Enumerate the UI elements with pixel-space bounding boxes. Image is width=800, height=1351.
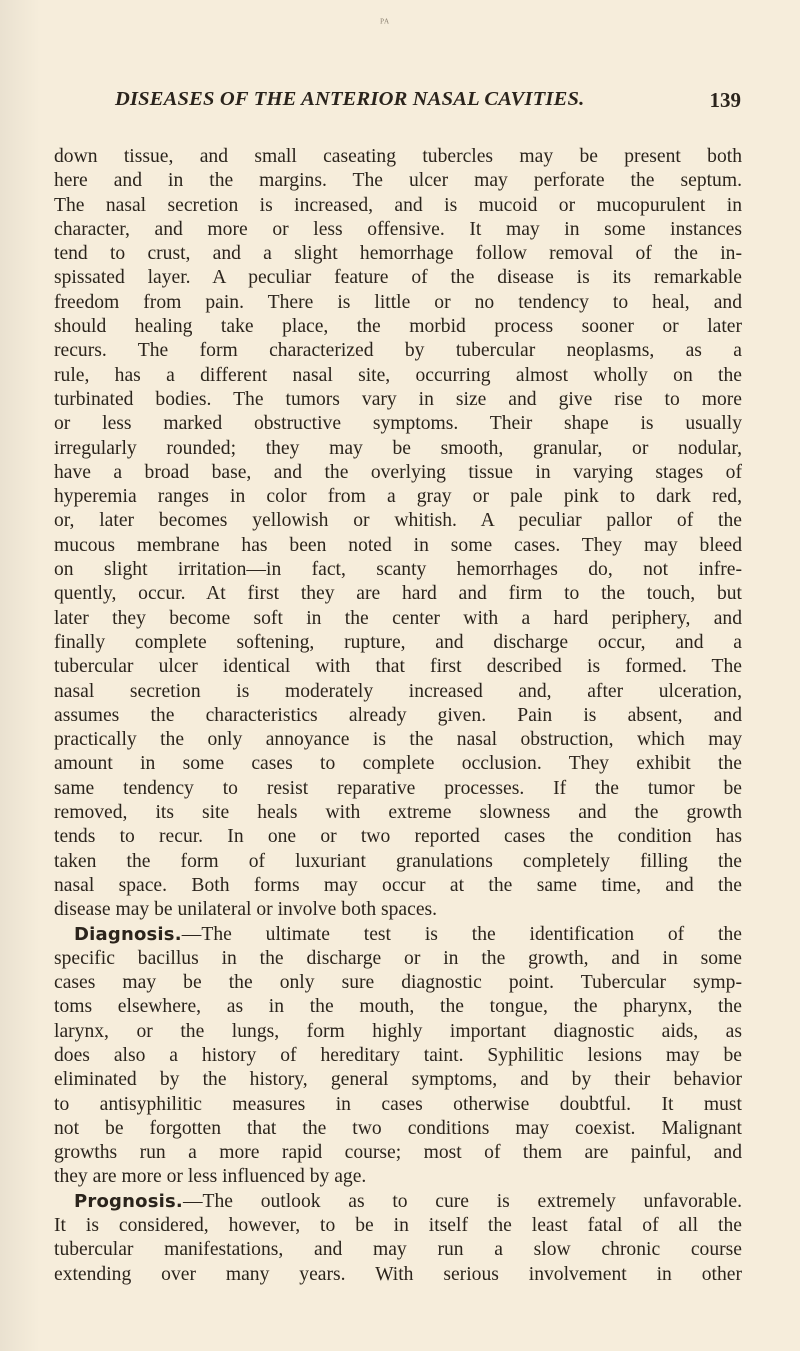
text-line: specific bacillus in the discharge or in the growth, and in some bbox=[54, 947, 742, 969]
text-line: extending over many years. With serious involvement in other bbox=[54, 1263, 742, 1285]
text-line: later they become soft in the center with a hard periphery, and bbox=[54, 607, 742, 629]
text-line: nasal secretion is moderately increased and, after ulceration, bbox=[54, 680, 742, 702]
running-head: DISEASES OF THE ANTERIOR NASAL CAVITIES. bbox=[115, 88, 585, 110]
text-line: tends to recur. In one or two reported cases the condition has bbox=[54, 826, 742, 848]
diagnosis-first-line bbox=[54, 923, 742, 947]
text-line: cases may be the only sure diagnostic point. Tubercular symp- bbox=[54, 972, 742, 994]
text-line: down tissue, and small caseating tubercles may be present both bbox=[54, 146, 742, 167]
text-line: quently, occur. At first they are hard and firm to the touch, but bbox=[54, 583, 742, 605]
text-line: amount in some cases to complete occlusion. They exhibit the bbox=[54, 753, 742, 775]
diagnosis-heading: Diagnosis. bbox=[74, 923, 182, 945]
text-line: tend to crust, and a slight hemorrhage follow removal of the in- bbox=[54, 243, 742, 265]
text-line: does also a history of hereditary taint. Syphilitic lesions may be bbox=[54, 1044, 742, 1066]
prognosis-first-line-text: —The outlook as to cure is extremely unfavorable. bbox=[182, 1190, 742, 1212]
prognosis-heading: Prognosis. bbox=[74, 1190, 183, 1212]
text-line: or, later becomes yellowish or whitish. A peculiar pallor of the bbox=[54, 510, 742, 532]
text-line: removed, its site heals with extreme slowness and the growth bbox=[54, 802, 742, 824]
text-line: or less marked obstructive symptoms. Their shape is usually bbox=[54, 413, 742, 435]
page-number: 139 bbox=[709, 88, 741, 112]
paragraph-prognosis bbox=[54, 1190, 742, 1287]
text-line: practically the only annoyance is the nasal obstruction, which may bbox=[54, 729, 742, 751]
text-line: they are more or less influenced by age. bbox=[54, 1166, 367, 1188]
text-line: same tendency to resist reparative processes. If the tumor be bbox=[54, 777, 742, 799]
text-line: not be forgotten that the two conditions may coexist. Malignant bbox=[54, 1117, 742, 1139]
paragraph-symptoms bbox=[54, 145, 742, 923]
text-line: tubercular manifestations, and may run a slow chronic course bbox=[54, 1239, 742, 1261]
text-line: tubercular ulcer identical with that first described is formed. The bbox=[54, 656, 742, 678]
text-line: disease may be unilateral or involve both spaces. bbox=[54, 899, 438, 921]
paragraph-diagnosis bbox=[54, 923, 742, 1190]
text-line: to antisyphilitic measures in cases otherwise doubtful. It must bbox=[54, 1093, 742, 1115]
text-line: larynx, or the lungs, form highly important diagnostic aids, as bbox=[54, 1020, 742, 1042]
prognosis-first-line bbox=[54, 1190, 742, 1214]
body-text bbox=[54, 145, 742, 1287]
text-line: assumes the characteristics already given. Pain is absent, and bbox=[54, 704, 742, 726]
page-header bbox=[115, 88, 741, 118]
text-line: The nasal secretion is increased, and is mucoid or mucopurulent in bbox=[54, 194, 742, 216]
text-line: character, and more or less offensive. It may in some instances bbox=[54, 218, 742, 240]
text-line: spissated layer. A peculiar feature of the disease is its remarkable bbox=[54, 267, 742, 289]
text-line: freedom from pain. There is little or no tendency to heal, and bbox=[54, 291, 742, 313]
text-line: eliminated by the history, general symptoms, and by their behavior bbox=[54, 1069, 742, 1091]
text-line: taken the form of luxuriant granulations completely filling the bbox=[54, 850, 742, 872]
text-line: finally complete softening, rupture, and discharge occur, and a bbox=[54, 631, 742, 653]
text-line: growths run a more rapid course; most of them are painful, and bbox=[54, 1142, 742, 1164]
text-line: have a broad base, and the overlying tissue in varying stages of bbox=[54, 461, 742, 483]
text-line: here and in the margins. The ulcer may perforate the septum. bbox=[54, 170, 742, 192]
text-line: turbinated bodies. The tumors vary in size and give rise to more bbox=[54, 388, 742, 410]
text-line: nasal space. Both forms may occur at the same time, and the bbox=[54, 874, 742, 896]
text-line: should healing take place, the morbid process sooner or later bbox=[54, 316, 742, 338]
text-line: mucous membrane has been noted in some cases. They may bleed bbox=[54, 534, 742, 556]
text-line: hyperemia ranges in color from a gray or pale pink to dark red, bbox=[54, 486, 742, 508]
text-line: on slight irritation—in fact, scanty hemorrhages do, not infre- bbox=[54, 559, 742, 581]
diagnosis-first-line-text: —The ultimate test is the identification of the bbox=[181, 923, 742, 945]
text-line: toms elsewhere, as in the mouth, the tongue, the pharynx, the bbox=[54, 996, 742, 1018]
page-mark: ᴾᴬ bbox=[380, 16, 390, 30]
text-line: recurs. The form characterized by tubercular neoplasms, as a bbox=[54, 340, 742, 362]
text-line: rule, has a different nasal site, occurring almost wholly on the bbox=[54, 364, 742, 386]
text-line: irregularly rounded; they may be smooth, granular, or nodular, bbox=[54, 437, 742, 459]
text-line: It is considered, however, to be in itself the least fatal of all the bbox=[54, 1215, 742, 1237]
